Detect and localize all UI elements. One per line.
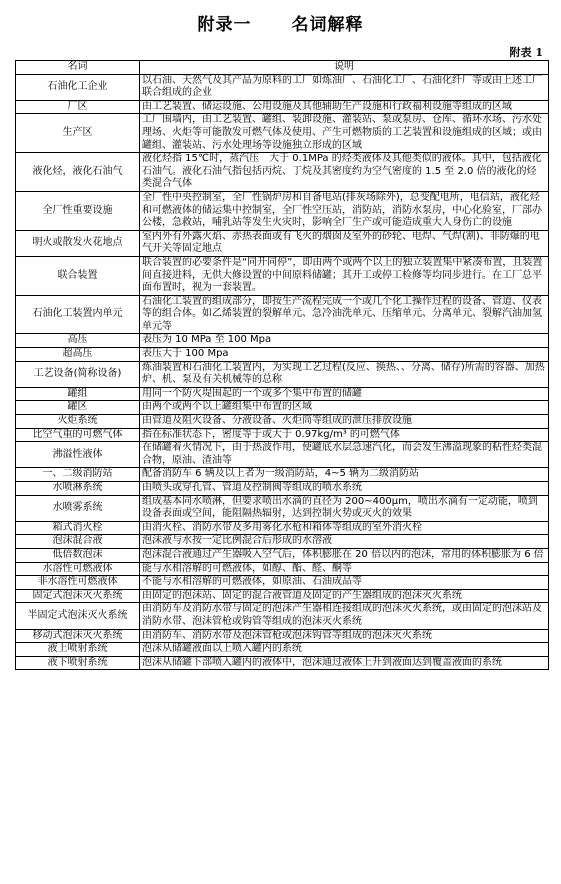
table-row	[16, 442, 549, 468]
description-cell: 联合装置的必要条件是“同开同停”，即由两个或两个以上的独立装置集中紧凑布置，且装置间直接进料，无供大修设置的中间原料储罐；其开工或停工检修等均同步进行。在工厂总平面布置时，视为一套装置。	[140, 256, 549, 295]
header-desc: 说明	[140, 61, 549, 75]
table-row	[16, 401, 549, 415]
table-row	[16, 535, 549, 549]
description-cell: 由固定的泡沫站、固定的混合液管道及固定的产生器组成的泡沫灭火系统	[140, 589, 549, 603]
appendix-label: 附录一	[197, 15, 252, 35]
term-cell: 罐组	[16, 387, 140, 401]
table-row	[16, 589, 549, 603]
term-cell: 半固定式泡沫灭火系统	[16, 603, 140, 629]
description-cell: 由两个或两个以上罐组集中布置的区域	[140, 401, 549, 415]
table-row	[16, 114, 549, 153]
description-cell: 室内外有外露火焰、赤热表面或有飞火的烟囱及室外的砂轮、电焊、气焊(割)、非防爆的电气开关等固定地点	[140, 230, 549, 256]
description-cell: 由管道及阻火设备、分液设备、火炬筒等组成的泄压排放设施	[140, 415, 549, 429]
term-cell: 非水溶性可燃液体	[16, 576, 140, 590]
table-row	[16, 191, 549, 230]
description-cell: 表压大于 100 Mpa	[140, 348, 549, 362]
table-row	[16, 656, 549, 670]
description-cell: 不能与水相溶解的可燃液体，如原油、石油成品等	[140, 576, 549, 590]
table-row	[16, 387, 549, 401]
table-row	[16, 295, 549, 334]
page-title	[0, 10, 561, 35]
term-cell: 沸溢性液体	[16, 442, 140, 468]
term-cell: 火炬系统	[16, 415, 140, 429]
description-cell: 由工艺装置、储运设施、公用设施及其他辅助生产设施和行政福利设施等组成的区域	[140, 100, 549, 114]
description-cell: 用同一个防火堤围起的一个或多个集中布置的储罐	[140, 387, 549, 401]
table-row	[16, 361, 549, 387]
term-cell: 全厂性重要设施	[16, 191, 140, 230]
term-cell: 一、二级消防站	[16, 468, 140, 482]
table-row	[16, 548, 549, 562]
description-cell: 以石油、天然气及其产品为原料的工厂如炼油厂、石油化工厂、石油化纤厂等或由上述工厂联合组成的企业	[140, 74, 549, 100]
description-cell: 炼油装置和石油化工装置内，为实现工艺过程(反应、换热、、分离、储存)所需的容器、加热炉、机、泵及有关机械等的总称	[140, 361, 549, 387]
description-cell: 组成基本同水喷淋，但要求喷出水滴的直径为 200~400μm，喷出水滴有一定动能，喷到设备表面或空间，能阻隔热辐射，达到控制火势或灭火的效果	[140, 495, 549, 521]
table-row	[16, 603, 549, 629]
term-cell: 箱式消火栓	[16, 521, 140, 535]
term-cell: 工艺设备(简称设备)	[16, 361, 140, 387]
term-cell: 固定式泡沫灭火系统	[16, 589, 140, 603]
description-cell: 由消火栓、消防水带及多用雾化水枪和箱体等组成的室外消火栓	[140, 521, 549, 535]
description-cell: 由喷头或穿孔管、管道及控制阀等组成的喷水系统	[140, 482, 549, 496]
term-cell: 石油化工企业	[16, 74, 140, 100]
description-cell: 全厂性中央控制室，全厂性锅炉房和自备电站(排灰场除外)，总变配电所，电信站，液化烃和可燃液体的储运集中控制室，全厂性空压站，消防站，消防水泵房，中心化验室，厂部办公楼，急救站，哺乳站等发生火灾时，影响全厂生产或可能造成重大人身伤亡的设施	[140, 191, 549, 230]
term-cell: 厂区	[16, 100, 140, 114]
description-cell: 由消防车及消防水带与固定的泡沫产生器相连接组成的泡沫灭火系统，或由固定的泡沫站及消防水带、泡沫管枪或钩管等组成的泡沫灭火系统	[140, 603, 549, 629]
table-header-row	[16, 61, 549, 75]
description-cell: 泡沫液与水按一定比例混合后形成的水溶液	[140, 535, 549, 549]
term-cell: 罐区	[16, 401, 140, 415]
description-cell: 在储罐着火情况下，由于热波作用，使罐底水层急速汽化，而会发生沸溢现象的粘性烃类混合物，原油、渣油等	[140, 442, 549, 468]
term-cell: 液化烃，液化石油气	[16, 153, 140, 192]
term-cell: 移动式泡沫灭火系统	[16, 629, 140, 643]
description-cell: 配备消防车 6 辆及以上者为一级消防站，4~5 辆为二级消防站	[140, 468, 549, 482]
description-cell: 指在标准状态下，密度等于或大于 0.97kg/m³ 的可燃气体	[140, 428, 549, 442]
term-cell: 明火或散发火花地点	[16, 230, 140, 256]
table-row	[16, 629, 549, 643]
header-term: 名词	[16, 61, 140, 75]
term-cell: 高压	[16, 334, 140, 348]
table-row	[16, 100, 549, 114]
term-cell: 生产区	[16, 114, 140, 153]
term-cell: 水溶性可燃液体	[16, 562, 140, 576]
description-cell: 泡沫从储罐下部喷入罐内的液体中，泡沫通过液体上升到液面达到覆盖液面的系统	[140, 656, 549, 670]
term-cell: 比空气重的可燃气体	[16, 428, 140, 442]
description-cell: 石油化工装置的组成部分，即按生产流程完成一个或几个化工操作过程的设备、管道、仪表等的组合体。如乙烯装置的裂解单元、急冷油洗单元、压缩单元、分离单元、裂解汽油加氢单元等	[140, 295, 549, 334]
term-cell: 水喷雾系统	[16, 495, 140, 521]
table-row	[16, 74, 549, 100]
table-row	[16, 334, 549, 348]
table-row	[16, 495, 549, 521]
description-cell: 表压为 10 MPa 至 100 Mpa	[140, 334, 549, 348]
table-row	[16, 482, 549, 496]
table-row	[16, 521, 549, 535]
description-cell: 泡沫混合液通过产生器吸入空气后，体积膨胀在 20 倍以内的泡沫，常用的体积膨胀为 6 倍	[140, 548, 549, 562]
table-body	[16, 74, 549, 670]
description-cell: 能与水相溶解的可燃液体，如醇、酯、醛、酮等	[140, 562, 549, 576]
description-cell: 工厂围墙内，由工艺装置、罐组、装卸设施、灌装站、泵或泵房、仓库、循环水场、污水处理场、火炬等可能散发可燃气体及使用、产生可燃物质的工艺装置和设施组成的区域；或由罐组、灌装站、污水处理场等设施独立形成的区域	[140, 114, 549, 153]
term-cell: 液下喷射系统	[16, 656, 140, 670]
term-cell: 水喷淋系统	[16, 482, 140, 496]
table-row	[16, 256, 549, 295]
term-cell: 液上喷射系统	[16, 643, 140, 657]
table-row	[16, 576, 549, 590]
term-cell: 低倍数泡沫	[16, 548, 140, 562]
description-cell: 泡沫从储罐液面以上喷入罐内的系统	[140, 643, 549, 657]
appendix-subject: 名词解释	[291, 15, 364, 35]
term-cell: 石油化工装置内单元	[16, 295, 140, 334]
term-cell: 泡沫混合液	[16, 535, 140, 549]
table-row	[16, 415, 549, 429]
table-row	[16, 230, 549, 256]
table-row	[16, 153, 549, 192]
table-row	[16, 562, 549, 576]
table-row	[16, 348, 549, 362]
table-row	[16, 428, 549, 442]
term-cell: 联合装置	[16, 256, 140, 295]
table-row	[16, 643, 549, 657]
table-tag: 附表 1	[509, 46, 543, 59]
table-row	[16, 468, 549, 482]
description-cell: 由消防车、消防水带及泡沫管枪或泡沫钩管等组成的泡沫灭火系统	[140, 629, 549, 643]
description-cell: 液化烃指 15℃时，蒸汽压 大于 0.1MPa 的烃类液体及其他类似的液体。其中，包括液化石油气。液化石油气指包括丙烷、丁烷及其密度约为空气密度的 1.5 至 2.0 倍的液化的烃类混合气体	[140, 153, 549, 192]
term-cell: 超高压	[16, 348, 140, 362]
glossary-table	[15, 60, 549, 670]
